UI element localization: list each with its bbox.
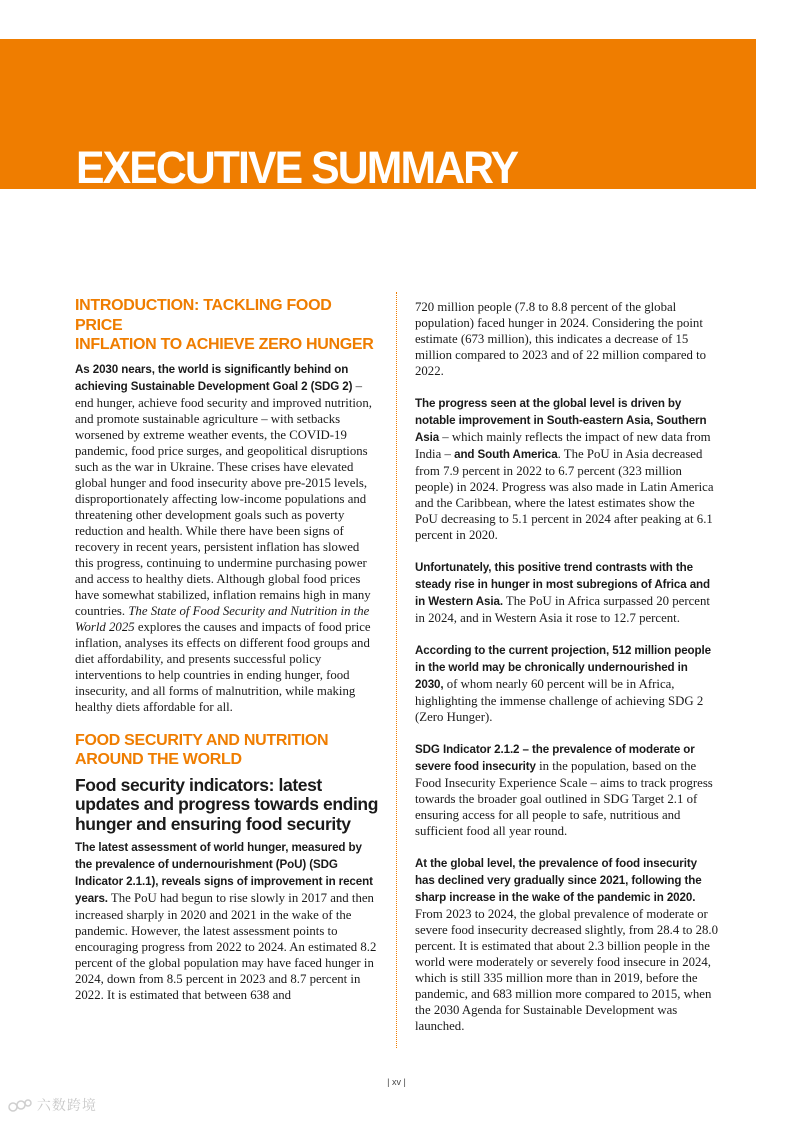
projection-text: of whom nearly 60 percent will be in Africa, highlighting the immense challenge of achieving SDG 2 (Zero Hunger). xyxy=(415,677,704,724)
paragraph-hunger-estimate xyxy=(415,299,719,379)
regional-progress-bold-2: and South America xyxy=(454,448,558,461)
right-column xyxy=(415,299,719,1050)
intro-heading xyxy=(75,296,379,355)
intro-heading-line-2: INFLATION TO ACHIEVE ZERO HUNGER xyxy=(75,336,374,353)
intro-heading-line-1: INTRODUCTION: TACKLING FOOD PRICE xyxy=(75,297,332,334)
section-heading-line-2: AROUND THE WORLD xyxy=(75,751,242,768)
food-insecurity-text: From 2023 to 2024, the global prevalence of moderate or severe food insecurity decreased slightly, from 28.4 to 28.0 percent. It is estimated that about 2.3 billion people in the world were moderately or severely food insecure in 2024, which is still 335 million more than in 2019, before the pandemic, and 683 million more compared to 2015, when the 2030 Agenda for Sustainable Development was launched. xyxy=(415,907,719,1033)
regional-progress-bold-1: The progress seen at the global level is driven by notable improvement in South-eastern Asia, Southern Asia xyxy=(415,397,707,444)
page-number: | xv | xyxy=(387,1077,406,1087)
watermark-logo-icon xyxy=(8,1098,32,1114)
africa-trend-text: The PoU in Africa surpassed 20 percent in 2024, and in Western Asia it rose to 12.7 percent. xyxy=(415,594,710,625)
regional-progress-text-2: . The PoU in Asia decreased from 7.9 percent in 2022 to 6.7 percent (323 million people) in 2024. Progress was also made in Latin America and the Caribbean, where the latest estimates show the PoU decreasing to 5.1 percent in 2024 after peaking at 6.1 percent in 2020. xyxy=(415,447,714,542)
regional-progress-text-1: – which mainly reflects the impact of new data from India – xyxy=(415,430,711,461)
page-title: EXECUTIVE SUMMARY xyxy=(76,142,518,193)
paragraph-food-insecurity xyxy=(415,855,719,1034)
paragraph-africa-trend xyxy=(415,559,719,626)
column-divider xyxy=(396,292,397,1048)
assessment-bold-lead: The latest assessment of world hunger, measured by the prevalence of undernourishment (PoU) (SDG Indicator 2.1.1), reveals signs of improvement in recent years. xyxy=(75,841,373,905)
left-column xyxy=(75,296,379,1019)
indicator-212-bold: SDG Indicator 2.1.2 – the prevalence of moderate or severe food insecurity xyxy=(415,743,695,773)
intro-paragraph xyxy=(75,361,379,715)
section-heading xyxy=(75,731,379,770)
section-heading-line-1: FOOD SECURITY AND NUTRITION xyxy=(75,731,329,749)
intro-bold-lead: As 2030 nears, the world is significantly behind on achieving Sustainable Development Goal 2 (SDG 2) xyxy=(75,362,353,393)
africa-trend-bold: Unfortunately, this positive trend contrasts with the steady rise in hunger in most subregions of Africa and in Western Asia. xyxy=(415,561,711,608)
paragraph-regional-progress xyxy=(415,395,719,543)
intro-text-2: explores the causes and impacts of food price inflation, analyses its effects on different food groups and diet affordability, and presents successful policy interventions to help countries in ending hunger, food insecurity, and all forms of malnutrition, while making healthy diets affordable for all. xyxy=(75,619,371,714)
watermark-text: 六数跨境 xyxy=(36,1097,97,1113)
intro-text-1: – end hunger, achieve food security and improved nutrition, and promote sustainable agriculture – with setbacks worsened by extreme weather events, the COVID-19 pandemic, food price surges, and geopolitical disruptions such as the war in Ukraine. These crises have elevated global hunger and food insecurity above pre-2015 levels, disproportionately affecting low-income populations and threatening other development goals such as poverty reduction and health. While there have been signs of recovery in recent years, persistent inflation has slowed this progress, continuing to undermine purchasing power and access to healthy diets. Although global food prices have somewhat stabilized, inflation remains high in many countries. xyxy=(75,378,372,618)
paragraph-projection xyxy=(415,642,719,725)
report-title-italic: The State of Food Security and Nutrition in the World 2025 xyxy=(75,603,370,634)
assessment-text: The PoU had begun to rise slowly in 2017 and then increased sharply in 2020 and 2021 in the wake of the pandemic. However, the latest assessment points to encouraging progress from 2022 to 2024. An estimated 8.2 percent of the global population may have faced hunger in 2024, down from 8.5 percent in 2023 and 8.7 percent in 2022. It is estimated that between 638 and xyxy=(75,891,377,1002)
food-insecurity-bold: At the global level, the prevalence of food insecurity has declined very gradually since 2021, following the sharp increase in the wake of the pandemic in 2020. xyxy=(415,857,702,904)
hunger-estimate-text: 720 million people (7.8 to 8.8 percent of the global population) faced hunger in 2024. Considering the point estimate (673 million), this indicates a decrease of 15 million compared to 2023 and of 22 million compared to 2022. xyxy=(415,300,707,378)
watermark xyxy=(8,1095,97,1115)
subheading: Food security indicators: latest updates and progress towards ending hunger and ensuring food security xyxy=(75,774,378,834)
paragraph-indicator-212 xyxy=(415,741,719,839)
indicator-212-text: in the population, based on the Food Insecurity Experience Scale – aims to track progress towards the broader goal outlined in SDG Target 2.1 of ensuring access for all people to safe, nutritious and sufficient food all year round. xyxy=(415,759,713,838)
projection-bold: According to the current projection, 512 million people in the world may be chronically undernourished in 2030, xyxy=(415,644,711,691)
assessment-paragraph xyxy=(75,839,379,1003)
